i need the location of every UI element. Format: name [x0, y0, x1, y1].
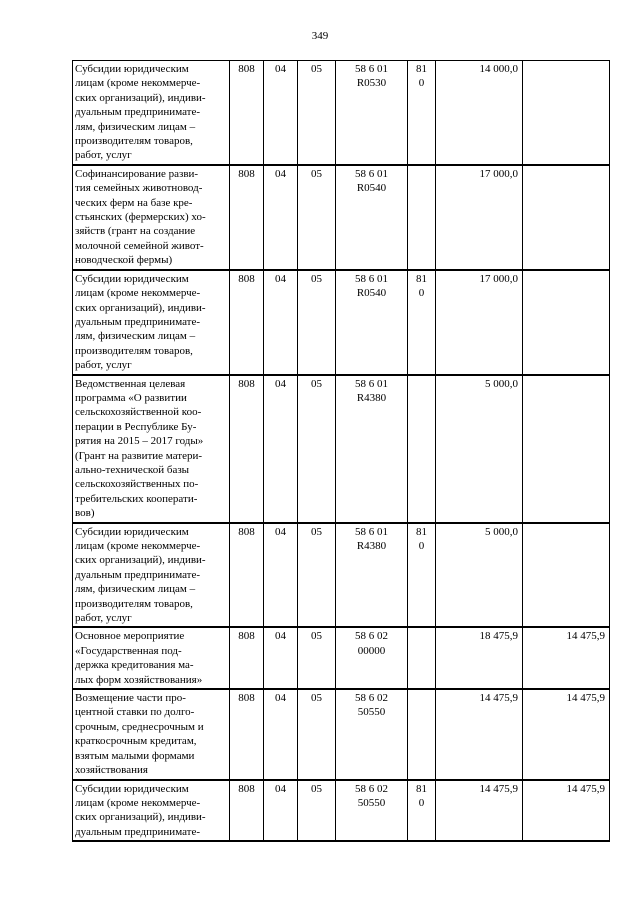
- subsection-code: 05: [298, 61, 336, 165]
- amount-year-2: 14 475,9: [523, 689, 610, 779]
- subsection-code: 05: [298, 270, 336, 375]
- amount-year-2: 14 475,9: [523, 627, 610, 689]
- amount-year-2: [523, 61, 610, 165]
- row-description: Субсидии юридическим лицам (кроме некоммерче- ских организаций), индиви- дуальным предпринимате-: [73, 780, 230, 842]
- expense-type-code: 81 0: [408, 270, 436, 375]
- section-code: 04: [264, 780, 298, 842]
- amount-year-2: [523, 523, 610, 628]
- target-article-code: 58 6 01 R0540: [336, 270, 408, 375]
- amount-year-1: 5 000,0: [436, 523, 523, 628]
- target-article-code: 58 6 02 00000: [336, 627, 408, 689]
- amount-year-1: 14 000,0: [436, 61, 523, 165]
- section-code: 04: [264, 270, 298, 375]
- table-row: [73, 375, 610, 523]
- ministry-code: 808: [230, 61, 264, 165]
- ministry-code: 808: [230, 689, 264, 779]
- amount-year-2: [523, 375, 610, 523]
- section-code: 04: [264, 375, 298, 523]
- ministry-code: 808: [230, 780, 264, 842]
- table-row: [73, 270, 610, 375]
- amount-year-1: 18 475,9: [436, 627, 523, 689]
- section-code: 04: [264, 689, 298, 779]
- table-row: [73, 165, 610, 270]
- target-article-code: 58 6 01 R0540: [336, 165, 408, 270]
- row-description: Субсидии юридическим лицам (кроме некоммерче- ских организаций), индиви- дуальным предпринимате- лям, физическим лицам – производителям товаров, работ, услуг: [73, 523, 230, 628]
- row-description: Возмещение части про- центной ставки по долго- срочным, среднесрочным и краткосрочным кредитам, взятым малыми формами хозяйствования: [73, 689, 230, 779]
- section-code: 04: [264, 165, 298, 270]
- ministry-code: 808: [230, 627, 264, 689]
- subsection-code: 05: [298, 523, 336, 628]
- ministry-code: 808: [230, 375, 264, 523]
- expense-type-code: [408, 375, 436, 523]
- section-code: 04: [264, 61, 298, 165]
- page-number: 349: [311, 30, 329, 42]
- ministry-code: 808: [230, 165, 264, 270]
- expense-type-code: 81 0: [408, 61, 436, 165]
- amount-year-1: 14 475,9: [436, 689, 523, 779]
- amount-year-2: 14 475,9: [523, 780, 610, 842]
- target-article-code: 58 6 02 50550: [336, 780, 408, 842]
- subsection-code: 05: [298, 627, 336, 689]
- amount-year-2: [523, 165, 610, 270]
- subsection-code: 05: [298, 780, 336, 842]
- row-description: Основное мероприятие «Государственная под- держка кредитования ма- лых форм хозяйствования»: [73, 627, 230, 689]
- expense-type-code: 81 0: [408, 523, 436, 628]
- row-description: Субсидии юридическим лицам (кроме некоммерче- ских организаций), индиви- дуальным предпринимате- лям, физическим лицам – производителям товаров, работ, услуг: [73, 61, 230, 165]
- table-row: [73, 689, 610, 779]
- row-description: Ведомственная целевая программа «О развитии сельскохозяйственной коо- перации в Республике Бу- рятия на 2015 – 2017 годы» (Грант на развитие матери- ально-технической базы сельскохозяйственных по- требительских кооперати- вов): [73, 375, 230, 523]
- row-description: Субсидии юридическим лицам (кроме некоммерче- ских организаций), индиви- дуальным предпринимате- лям, физическим лицам – производителям товаров, работ, услуг: [73, 270, 230, 375]
- ministry-code: 808: [230, 270, 264, 375]
- amount-year-1: 17 000,0: [436, 270, 523, 375]
- target-article-code: 58 6 02 50550: [336, 689, 408, 779]
- amount-year-2: [523, 270, 610, 375]
- table-row: [73, 523, 610, 628]
- target-article-code: 58 6 01 R4380: [336, 375, 408, 523]
- expense-type-code: [408, 689, 436, 779]
- ministry-code: 808: [230, 523, 264, 628]
- subsection-code: 05: [298, 165, 336, 270]
- amount-year-1: 14 475,9: [436, 780, 523, 842]
- subsection-code: 05: [298, 689, 336, 779]
- section-code: 04: [264, 523, 298, 628]
- table-row: [73, 780, 610, 842]
- expense-type-code: 81 0: [408, 780, 436, 842]
- target-article-code: 58 6 01 R4380: [336, 523, 408, 628]
- target-article-code: 58 6 01 R0530: [336, 61, 408, 165]
- section-code: 04: [264, 627, 298, 689]
- table-row: [73, 61, 610, 165]
- table-row: [73, 627, 610, 689]
- subsection-code: 05: [298, 375, 336, 523]
- row-description: Софинансирование разви- тия семейных животновод- ческих ферм на базе кре- стьянских (фермерских) хо- зяйств (грант на создание молочной семейной живот- новодческой фермы): [73, 165, 230, 270]
- expense-type-code: [408, 627, 436, 689]
- expense-type-code: [408, 165, 436, 270]
- amount-year-1: 17 000,0: [436, 165, 523, 270]
- budget-table: [72, 60, 610, 842]
- amount-year-1: 5 000,0: [436, 375, 523, 523]
